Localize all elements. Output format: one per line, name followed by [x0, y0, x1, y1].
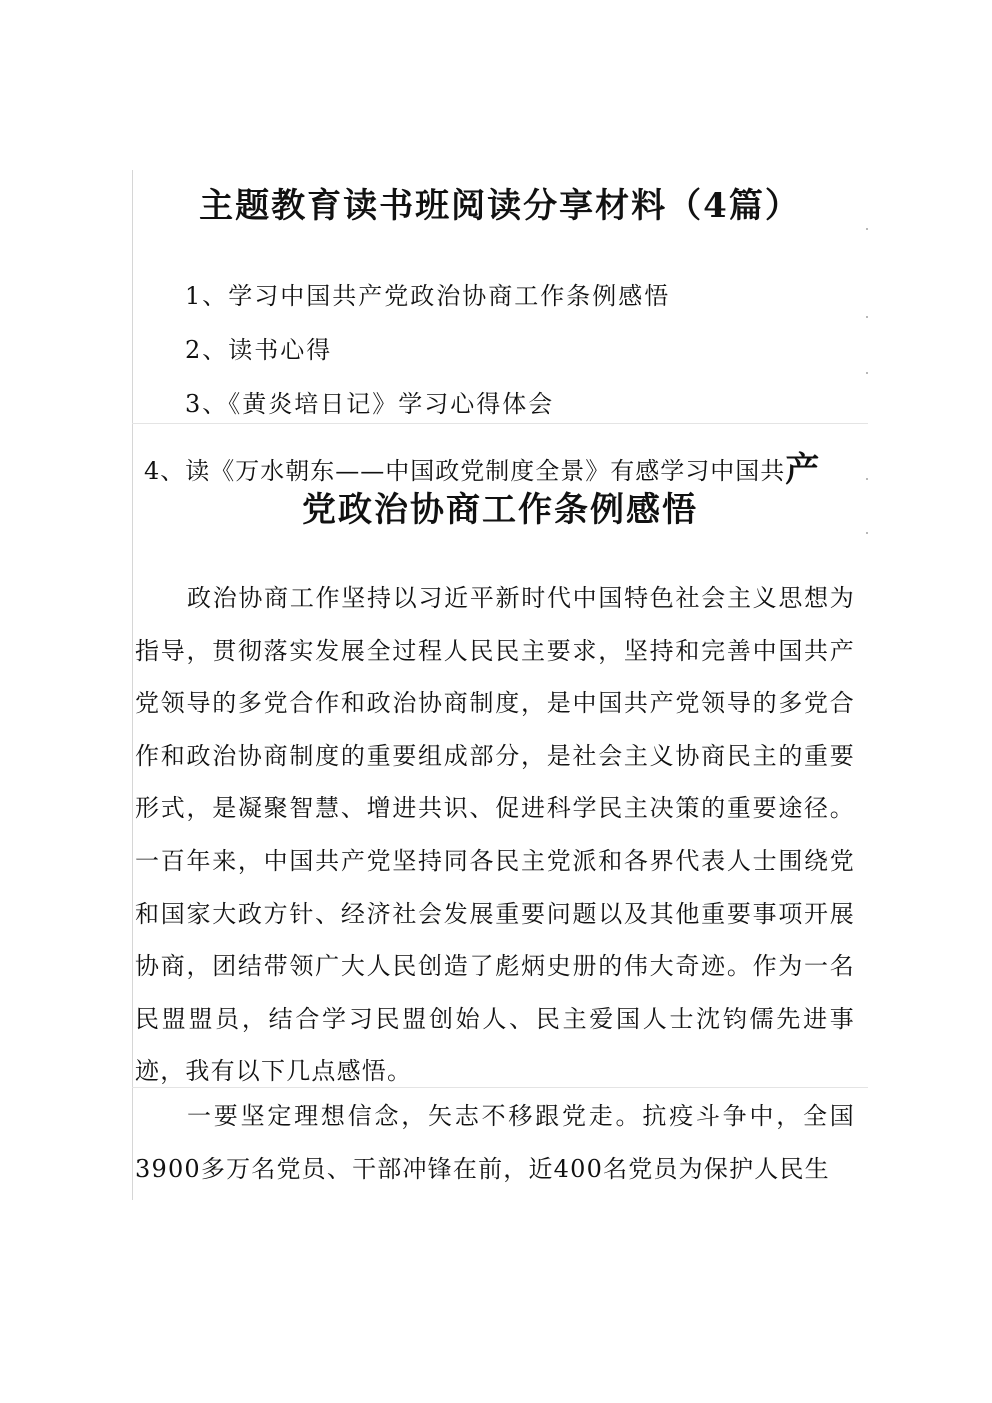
margin-marker: [866, 372, 868, 374]
toc-item: 3、《黄炎培日记》学习心得体会: [185, 390, 555, 418]
document-title: 主题教育读书班阅读分享材料（4篇）: [199, 186, 801, 226]
body-paragraph: 一要坚定理想信念，矢志不移跟党走。抗疫斗争中，全国3900多万名党员、干部冲锋在前，近400名党员为保护人民生: [135, 1102, 855, 1183]
margin-marker: [866, 316, 868, 318]
margin-marker: [866, 228, 868, 230]
article-title: 党政治协商工作条例感悟: [302, 490, 698, 530]
body-paragraph: 政治协商工作坚持以习近平新时代中国特色社会主义思想为指导，贯彻落实发展全过程人民民主要求，坚持和完善中国共产党领导的多党合作和政治协商制度，是中国共产党领导的多党合作和政治协商制度的重要组成部分，是社会主义协商民主的重要形式，是凝聚智慧、增进共识、促进科学民主决策的重要途径。一百年来，中国共产党坚持同各民主党派和各界代表人士围绕党和国家大政方针、经济社会发展重要问题以及其他重要事项开展协商，团结带领广大人民创造了彪炳史册的伟大奇迹。作为一名民盟盟员，结合学习民盟创始人、民主爱国人士沈钧儒先进事迹，我有以下几点感悟。: [135, 584, 855, 1086]
toc-item-4-text: 4、读《万水朝东——中国政党制度全景》有感学习中国共: [144, 457, 786, 485]
toc-item: 2、读书心得: [185, 336, 333, 364]
margin-marker: [866, 478, 868, 480]
margin-marker: [866, 532, 868, 534]
left-margin-rule: [132, 170, 133, 1200]
section-divider: [132, 423, 868, 424]
toc-item: 1、学习中国共产党政治协商工作条例感悟: [185, 282, 671, 310]
toc-item-4-heading-char: 产: [785, 450, 820, 490]
